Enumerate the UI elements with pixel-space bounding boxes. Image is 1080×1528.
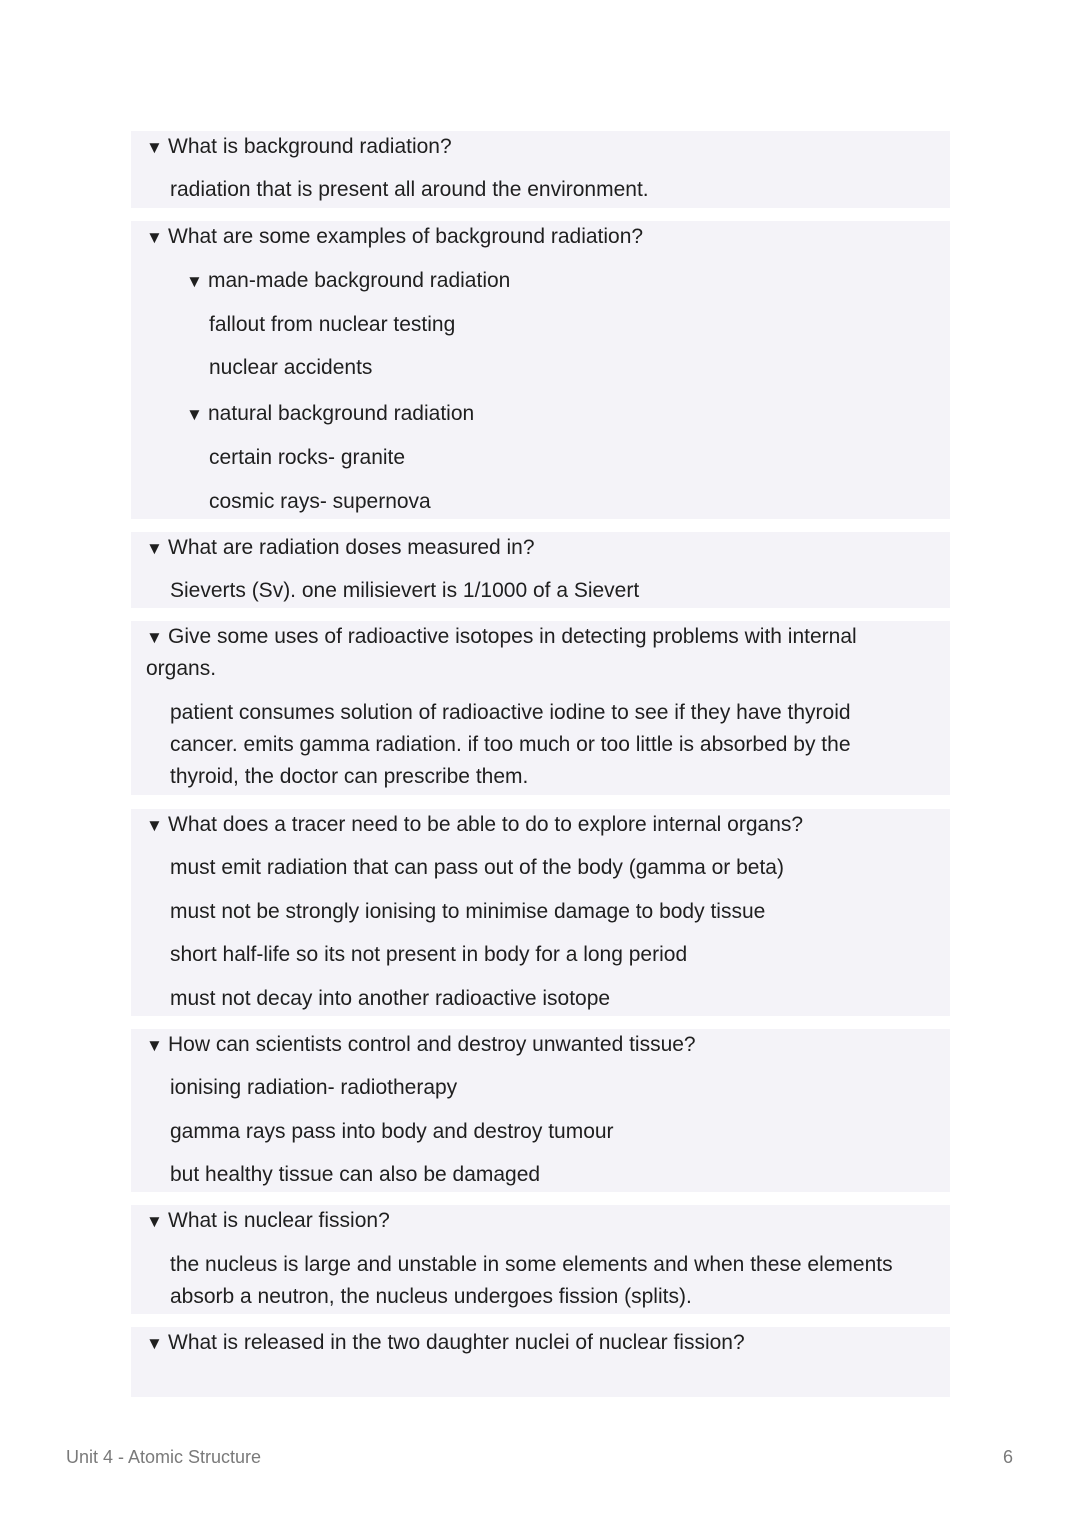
answer-text: cancer. emits gamma radiation. if too much or too little is absorbed by the <box>170 733 851 756</box>
sub-toggle-natural[interactable]: ▼ natural background radiation <box>186 398 474 431</box>
toggle-question[interactable]: ▼ What are radiation doses measured in? <box>146 532 910 565</box>
toggle-triangle-icon[interactable]: ▼ <box>146 539 163 558</box>
toggle-triangle-icon[interactable]: ▼ <box>146 1334 163 1353</box>
toggle-triangle-icon[interactable]: ▼ <box>186 272 203 291</box>
toggle-block-examples <box>131 221 950 519</box>
toggle-block-daughter-nuclei <box>131 1327 950 1397</box>
toggle-question[interactable]: ▼ What is background radiation? <box>146 131 910 164</box>
answer-text: short half-life so its not present in body for a long period <box>170 943 688 966</box>
answer-text: must not decay into another radioactive isotope <box>170 987 611 1010</box>
toggle-block-tracer <box>131 809 950 1016</box>
toggle-question[interactable]: ▼ What are some examples of background radiation? <box>146 221 910 254</box>
answer-text: absorb a neutron, the nucleus undergoes fission (splits). <box>170 1285 692 1308</box>
toggle-triangle-icon[interactable]: ▼ <box>146 1036 163 1055</box>
sub-answer: cosmic rays- supernova <box>209 490 431 513</box>
answer-text: ionising radiation- radiotherapy <box>170 1076 458 1099</box>
footer-title: Unit 4 - Atomic Structure <box>66 1447 262 1467</box>
answer-text: Sieverts (Sv). one milisievert is 1/1000 of a Sievert <box>170 579 640 602</box>
answer-text: radiation that is present all around the environment. <box>170 178 649 201</box>
sub-answer: fallout from nuclear testing <box>209 313 456 336</box>
toggle-block-doses <box>131 532 950 608</box>
sub-answer: nuclear accidents <box>209 356 373 379</box>
toggle-triangle-icon[interactable]: ▼ <box>146 816 163 835</box>
toggle-question[interactable]: ▼ What is released in the two daughter nuclei of nuclear fission? <box>146 1327 910 1360</box>
toggle-triangle-icon[interactable]: ▼ <box>146 138 163 157</box>
toggle-block-unwanted-tissue <box>131 1029 950 1192</box>
toggle-question[interactable]: ▼ Give some uses of radioactive isotopes in detecting problems with internal <box>146 621 910 654</box>
answer-text: must emit radiation that can pass out of the body (gamma or beta) <box>170 856 784 879</box>
answer-text: patient consumes solution of radioactive iodine to see if they have thyroid <box>170 701 851 724</box>
answer-text: but healthy tissue can also be damaged <box>170 1163 541 1186</box>
toggle-triangle-icon[interactable]: ▼ <box>186 405 203 424</box>
toggle-question[interactable]: ▼ What is nuclear fission? <box>146 1205 910 1238</box>
answer-text: must not be strongly ionising to minimise damage to body tissue <box>170 900 766 923</box>
toggle-triangle-icon[interactable]: ▼ <box>146 628 163 647</box>
toggle-block-isotope-uses <box>131 621 950 795</box>
page-number: 6 <box>1003 1447 1014 1467</box>
answer-text: thyroid, the doctor can prescribe them. <box>170 765 529 788</box>
toggle-question[interactable]: ▼ What does a tracer need to be able to do to explore internal organs? <box>146 809 910 842</box>
sub-toggle-man-made[interactable]: ▼ man-made background radiation <box>186 265 510 298</box>
toggle-question-continued: organs. <box>146 657 217 680</box>
toggle-block-background-radiation <box>131 131 950 208</box>
answer-text: the nucleus is large and unstable in some elements and when these elements <box>170 1253 893 1276</box>
sub-answer: certain rocks- granite <box>209 446 406 469</box>
toggle-block-fission <box>131 1205 950 1314</box>
toggle-triangle-icon[interactable]: ▼ <box>146 1212 163 1231</box>
toggle-question[interactable]: ▼ How can scientists control and destroy unwanted tissue? <box>146 1029 910 1062</box>
toggle-triangle-icon[interactable]: ▼ <box>146 228 163 247</box>
answer-text: gamma rays pass into body and destroy tumour <box>170 1120 614 1143</box>
